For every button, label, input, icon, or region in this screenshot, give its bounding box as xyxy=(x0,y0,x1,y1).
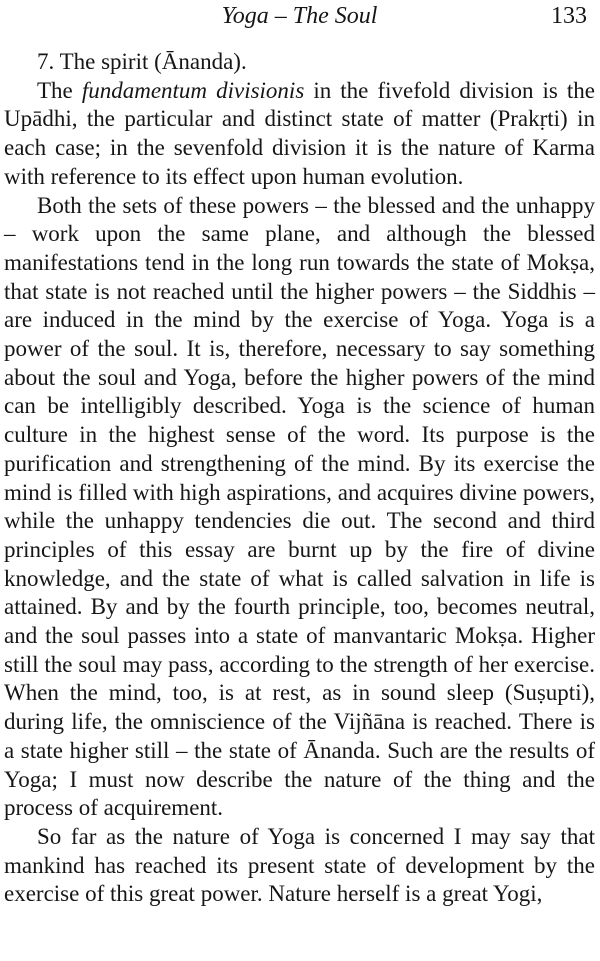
text-run: in the fivefold division is the Upādhi, the particular and distinct state of matter (Prakṛti) in each case; in the sevenfold division it is the nature of Karma with reference to its effect upon human evolution. xyxy=(4,77,596,189)
running-title: Yoga – The Soul xyxy=(221,3,378,29)
text-run: So far as the nature of Yoga is concerned I may say that mankind has reached its present state of development by the exercise of this great power. Nature herself is a great Yogi, xyxy=(4,823,595,907)
paragraph xyxy=(4,48,595,77)
paragraph xyxy=(4,192,595,823)
paragraph xyxy=(4,823,595,909)
page-number: 133 xyxy=(551,3,587,29)
italic-phrase: fundamentum divisionis xyxy=(81,77,305,103)
running-head xyxy=(4,0,595,40)
body-text xyxy=(4,48,595,909)
paragraph xyxy=(4,77,595,192)
text-run: Both the sets of these powers – the blessed and the unhappy – work upon the same plane, and although the blessed manifestations tend in the long run towards the state of Mokṣa, that state is not reached until the higher powers – the Siddhis – are induced in the mind by the exercise of Yoga. Yoga is a power of the soul. It is, therefore, necessary to say something about the soul and Yoga, before the higher powers of the mind can be intelligibly described. Yoga is the science of human culture in the highest sense of the word. Its purpose is the purification and strengthening of the mind. By its exercise the mind is filled with high aspirations, and acquires divine powers, while the unhappy tendencies die out. The second and third principles of this essay are burnt up by the fire of divine knowledge, and the state of what is called salvation in life is attained. By and by the fourth principle, too, becomes neutral, and the soul passes into a state of manvantaric Mokṣa. Higher still the soul may pass, according to the strength of her exercise. When the mind, too, is at rest, as in sound sleep (Suṣupti), during life, the omniscience of the Vijñāna is reached. There is a state higher still – the state of Ānanda. Such are the results of Yoga; I must now describe the nature of the thing and the process of acquirement. xyxy=(4,192,595,821)
text-run: 7. The spirit (Ānanda). xyxy=(37,49,247,74)
text-run: The xyxy=(37,77,82,103)
